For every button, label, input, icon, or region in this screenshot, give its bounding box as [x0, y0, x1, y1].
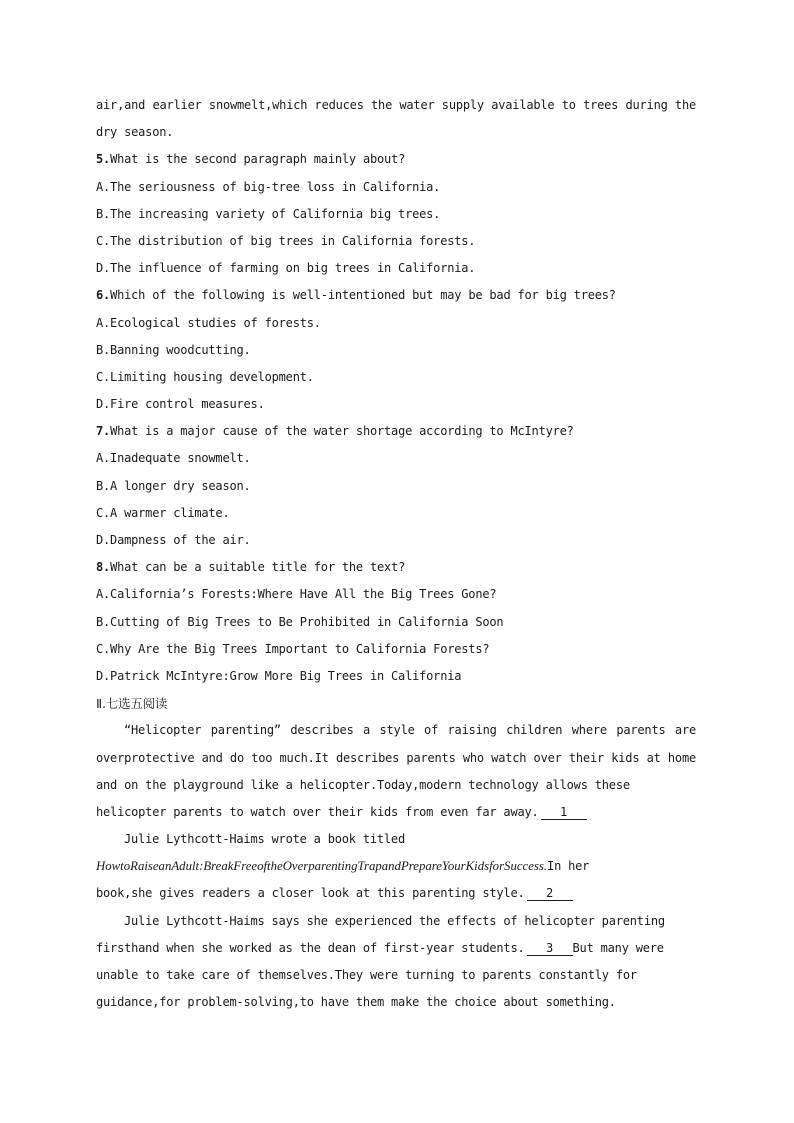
- book-title: HowtoRaiseanAdult:BreakFreeoftheOverparentingTrapandPrepareYourKidsforSuccess.: [96, 859, 548, 874]
- passage-text-line: Julie Lythcott-Haims wrote a book titled: [124, 832, 405, 847]
- question-text: What can be a suitable title for the text?: [110, 560, 406, 575]
- answer-option: D.Patrick McIntyre:Grow More Big Trees in California: [96, 668, 462, 683]
- section-heading: Ⅱ.七选五阅读: [96, 696, 168, 712]
- question-number: 5.: [96, 152, 111, 167]
- question-number: 6.: [96, 288, 111, 303]
- question-text: What is a major cause of the water shortage according to McIntyre?: [110, 424, 574, 439]
- passage-text-line: Julie Lythcott-Haims says she experienced the effects of helicopter parenting: [124, 913, 665, 928]
- question-number: 7.: [96, 424, 111, 439]
- passage-text: In her: [547, 859, 590, 874]
- passage-text-line: air,and earlier snowmelt,which reduces the water supply available to trees during the: [96, 98, 696, 112]
- question-7: [96, 418, 696, 445]
- question-text: What is the second paragraph mainly about?: [110, 152, 406, 167]
- answer-option: A.California’s Forests:Where Have All the Big Trees Gone?: [96, 587, 497, 602]
- passage-text-line: [96, 853, 696, 880]
- passage-text-line: dry season.: [96, 125, 174, 140]
- question-6: [96, 282, 696, 309]
- passage-text-line: “Helicopter parenting” describes a style of raising children where parents are: [124, 723, 696, 738]
- question-text: Which of the following is well-intentioned but may be bad for big trees?: [110, 288, 616, 303]
- answer-option: A.Ecological studies of forests.: [96, 315, 321, 330]
- passage-text: firsthand when she worked as the dean of first-year students.: [96, 940, 525, 955]
- answer-option: A.Inadequate snowmelt.: [96, 451, 251, 466]
- answer-option: D.Dampness of the air.: [96, 533, 251, 547]
- passage-text-line: [96, 935, 696, 962]
- answer-option: B.Banning woodcutting.: [96, 342, 251, 357]
- passage-text-line: guidance,for problem-solving,to have them make the choice about something.: [96, 995, 616, 1010]
- answer-blank-3[interactable]: 3: [527, 941, 573, 956]
- answer-option: C.A warmer climate.: [96, 505, 230, 520]
- answer-option: C.Limiting housing development.: [96, 369, 314, 384]
- answer-option: D.Fire control measures.: [96, 397, 265, 412]
- passage-text-line: overprotective and do too much.It describes parents who watch over their kids at home: [96, 750, 696, 765]
- passage-text: helicopter parents to watch over their kids from even far away.: [96, 804, 539, 819]
- answer-option: C.Why Are the Big Trees Important to California Forests?: [96, 641, 490, 656]
- question-number: 8.: [96, 560, 111, 575]
- answer-option: D.The influence of farming on big trees in California.: [96, 261, 476, 276]
- answer-blank-2[interactable]: 2: [527, 886, 573, 901]
- page-content: [96, 92, 696, 1016]
- answer-option: C.The distribution of big trees in California forests.: [96, 233, 476, 248]
- answer-option: A.The seriousness of big-tree loss in California.: [96, 179, 441, 194]
- passage-text-line: unable to take care of themselves.They were turning to parents constantly for: [96, 968, 637, 982]
- answer-option: B.A longer dry season.: [96, 478, 251, 493]
- passage-text: But many were: [572, 940, 664, 955]
- answer-option: B.The increasing variety of California big trees.: [96, 206, 441, 221]
- passage-text-line: [96, 880, 696, 907]
- answer-blank-1[interactable]: 1: [541, 805, 587, 820]
- passage-text-line: and on the playground like a helicopter.Today,modern technology allows these: [96, 777, 630, 792]
- passage-text: book,she gives readers a closer look at this parenting style.: [96, 886, 525, 901]
- passage-text-line: [96, 799, 696, 826]
- question-5: [96, 146, 696, 173]
- question-8: [96, 554, 696, 581]
- answer-option: B.Cutting of Big Trees to Be Prohibited in California Soon: [96, 614, 504, 629]
